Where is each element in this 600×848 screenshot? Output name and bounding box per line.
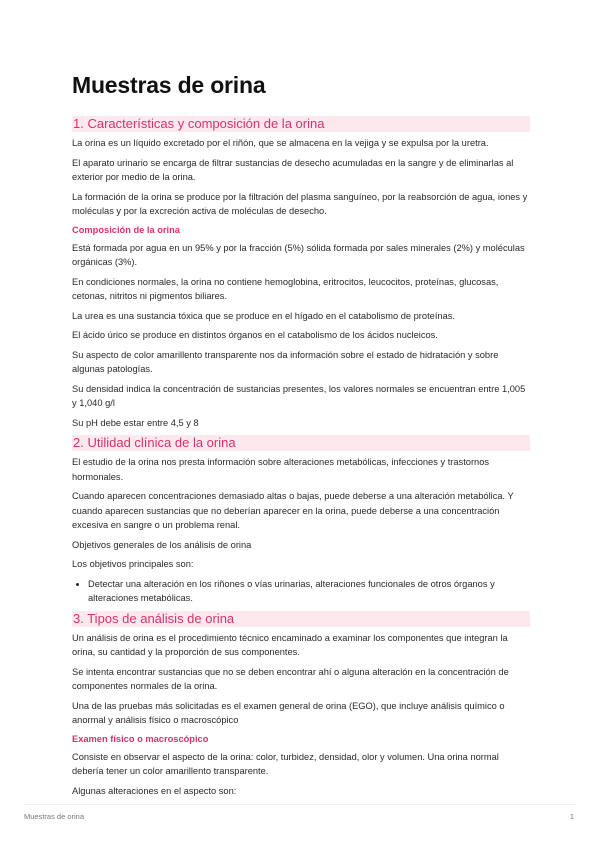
paragraph: El estudio de la orina nos presta información sobre alteraciones metabólicas, infecciones y trastornos hormonales. [72,457,490,482]
footer-divider [24,804,576,805]
paragraph: Los objetivos principales son: [72,559,194,569]
paragraph: Un análisis de orina es el procedimiento técnico encaminado a examinar los componentes que integran la orina, su cantidad y la proporción de sus componentes. [72,632,508,657]
paragraph: La orina es un líquido excretado por el riñón, que se almacena en la vejiga y se expulsa por la uretra. [72,138,489,148]
sub-heading: Examen físico o macroscópico [72,733,209,744]
section-2 [72,435,530,606]
section-heading: 3. Tipos de análisis de orina [72,611,530,627]
section-heading: 1. Características y composición de la orina [72,116,530,132]
bullet-list [72,577,530,606]
paragraph: Su aspecto de color amarillento transparente nos da información sobre el estado de hidratación y sobre algunas patologías. [72,349,499,374]
paragraph: Está formada por agua en un 95% y por la fracción (5%) sólida formada por sales minerales (2%) y moléculas orgánicas (3%). [72,242,525,267]
section-heading: 2. Utilidad clínica de la orina [72,435,530,451]
paragraph: El ácido úrico se produce en distintos órganos en el catabolismo de los ácidos nucleicos. [72,330,438,340]
paragraph: En condiciones normales, la orina no contiene hemoglobina, eritrocitos, leucocitos, proteínas, glucosas, cetonas, nitritos ni pigmentos biliares. [72,276,499,301]
paragraph: Objetivos generales de los análisis de orina [72,539,252,550]
list-item: • Detectar una alteración en los riñones o vías urinarias, alteraciones funcionales de otros órganos y alteraciones metabólicas. [88,577,530,606]
page-title: Muestras de orina [72,72,266,98]
document-page [72,70,530,803]
paragraph: Algunas alteraciones en el aspecto son: [72,785,237,796]
paragraph: El aparato urinario se encarga de filtrar sustancias de desecho acumuladas en la sangre y de eliminarlas al exterior por medio de la orina. [72,157,514,182]
paragraph: Una de las pruebas más solicitadas es el examen general de orina (EGO), que incluye análisis químico o anormal y análisis físico o macroscópico [72,700,505,725]
page-number: 1 [569,812,574,821]
sub-heading: Composición de la orina [72,224,180,235]
paragraph: Se intenta encontrar sustancias que no se deben encontrar ahí o alguna alteración en la concentración de componentes normales de la orina. [72,666,509,691]
section-1 [72,116,530,430]
paragraph: Consiste en observar el aspecto de la orina: color, turbidez, densidad, olor y volumen. Una orina normal debería tener un color amarillento transparente. [72,751,499,776]
paragraph: Su densidad indica la concentración de sustancias presentes, los valores normales se encuentran entre 1,005 y 1,040 g/l [72,383,526,408]
section-3 [72,611,530,799]
footer-title: Muestras de orina [24,812,85,821]
paragraph: La formación de la orina se produce por la filtración del plasma sanguíneo, por la reabsorción de agua, iones y moléculas y por la excreción activa de moléculas de desecho. [72,191,528,216]
paragraph: La urea es una sustancia tóxica que se produce en el hígado en el catabolismo de proteínas. [72,310,455,321]
paragraph: Su pH debe estar entre 4,5 y 8 [72,417,199,428]
paragraph: Cuando aparecen concentraciones demasiado altas o bajas, puede deberse a una alteración metabólica. Y cuando aparecen sustancias que no deberían aparecer en la orina, puede deberse a una concentración excesiva en sangre o un problema renal. [72,491,514,530]
